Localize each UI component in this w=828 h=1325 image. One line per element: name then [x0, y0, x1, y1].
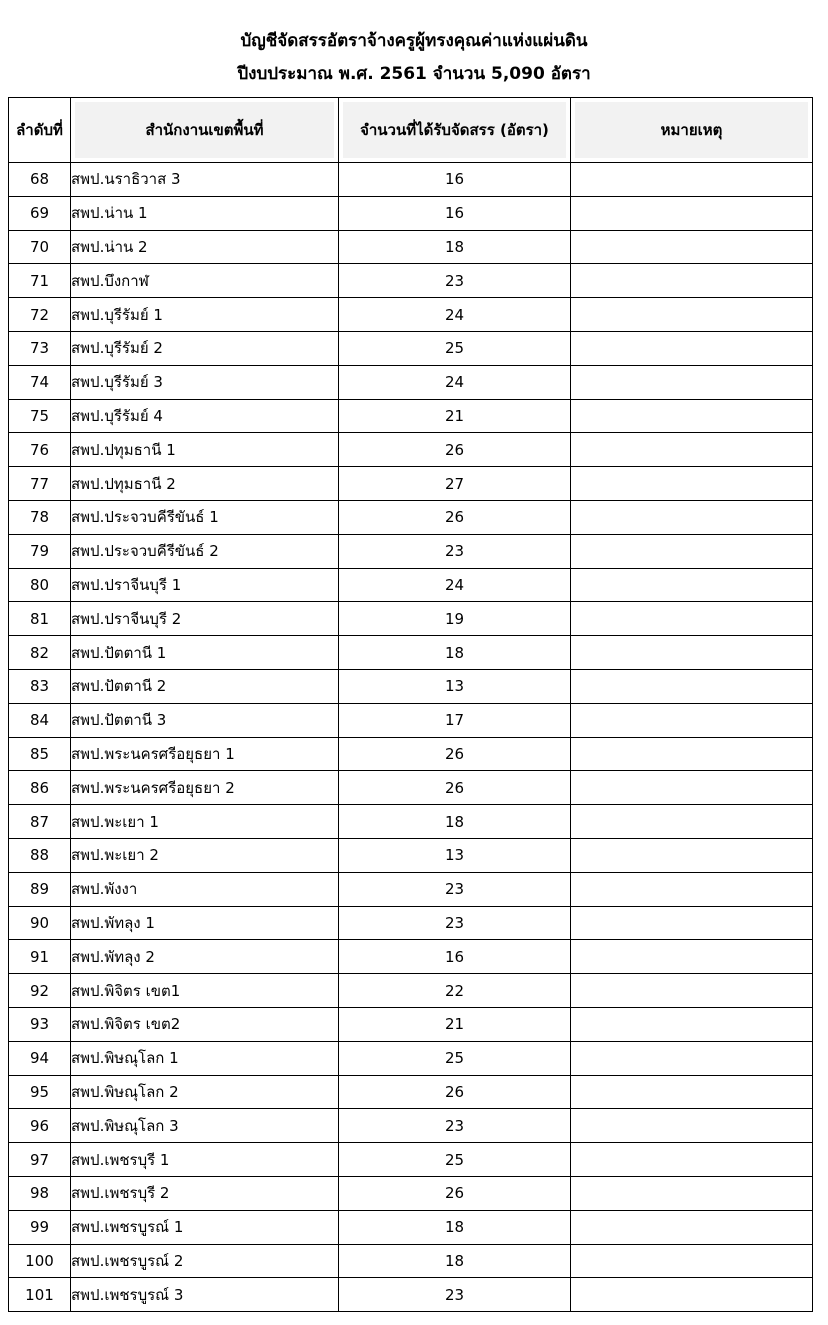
allocated-count: 26 — [339, 500, 571, 534]
row-number: 71 — [9, 264, 71, 298]
office-name: สพป.เพชรบุรี 2 — [71, 1176, 339, 1210]
allocated-count: 26 — [339, 737, 571, 771]
remark — [571, 1007, 813, 1041]
table-row — [9, 737, 813, 771]
remark — [571, 365, 813, 399]
remark — [571, 805, 813, 839]
remark — [571, 669, 813, 703]
row-number: 73 — [9, 331, 71, 365]
document-subtitle: ปีงบประมาณ พ.ศ. 2561 จำนวน 5,090 อัตรา — [237, 64, 591, 84]
table-row — [9, 230, 813, 264]
allocated-count: 16 — [339, 196, 571, 230]
allocated-count: 27 — [339, 467, 571, 501]
table-row — [9, 1109, 813, 1143]
allocated-count: 23 — [339, 872, 571, 906]
remark — [571, 264, 813, 298]
office-name: สพป.พิษณุโลก 1 — [71, 1041, 339, 1075]
office-name: สพป.บุรีรัมย์ 3 — [71, 365, 339, 399]
office-name: สพป.ปัตตานี 2 — [71, 669, 339, 703]
remark — [571, 331, 813, 365]
office-name: สพป.พิษณุโลก 2 — [71, 1075, 339, 1109]
remark — [571, 940, 813, 974]
row-number: 88 — [9, 838, 71, 872]
table-row — [9, 467, 813, 501]
row-number: 84 — [9, 703, 71, 737]
office-name: สพป.พระนครศรีอยุธยา 1 — [71, 737, 339, 771]
table-row — [9, 298, 813, 332]
row-number: 77 — [9, 467, 71, 501]
allocated-count: 16 — [339, 163, 571, 197]
remark — [571, 433, 813, 467]
remark — [571, 1041, 813, 1075]
office-name: สพป.พะเยา 2 — [71, 838, 339, 872]
office-name: สพป.นราธิวาส 3 — [71, 163, 339, 197]
row-number: 100 — [9, 1244, 71, 1278]
remark — [571, 298, 813, 332]
row-number: 89 — [9, 872, 71, 906]
allocation-table — [8, 97, 813, 1312]
table-row — [9, 602, 813, 636]
office-name: สพป.เพชรบูรณ์ 1 — [71, 1210, 339, 1244]
allocated-count: 26 — [339, 433, 571, 467]
allocated-count: 24 — [339, 298, 571, 332]
row-number: 90 — [9, 906, 71, 940]
allocated-count: 23 — [339, 534, 571, 568]
remark — [571, 1075, 813, 1109]
office-name: สพป.บึงกาฬ — [71, 264, 339, 298]
table-row — [9, 433, 813, 467]
remark — [571, 500, 813, 534]
office-name: สพป.ปทุมธานี 1 — [71, 433, 339, 467]
allocated-count: 25 — [339, 1143, 571, 1177]
allocated-count: 24 — [339, 568, 571, 602]
allocated-count: 19 — [339, 602, 571, 636]
remark — [571, 467, 813, 501]
table-row — [9, 163, 813, 197]
office-name: สพป.พิษณุโลก 3 — [71, 1109, 339, 1143]
table-row — [9, 974, 813, 1008]
row-number: 82 — [9, 636, 71, 670]
office-name: สพป.เพชรบูรณ์ 3 — [71, 1278, 339, 1312]
allocated-count: 16 — [339, 940, 571, 974]
row-number: 69 — [9, 196, 71, 230]
allocated-count: 23 — [339, 906, 571, 940]
row-number: 97 — [9, 1143, 71, 1177]
remark — [571, 636, 813, 670]
table-row — [9, 1278, 813, 1312]
office-name: สพป.บุรีรัมย์ 2 — [71, 331, 339, 365]
row-number: 98 — [9, 1176, 71, 1210]
table-row — [9, 940, 813, 974]
row-number: 80 — [9, 568, 71, 602]
row-number: 91 — [9, 940, 71, 974]
remark — [571, 602, 813, 636]
office-name: สพป.พิจิตร เขต1 — [71, 974, 339, 1008]
office-name: สพป.ประจวบคีรีขันธ์ 1 — [71, 500, 339, 534]
table-row — [9, 771, 813, 805]
remark — [571, 1244, 813, 1278]
remark — [571, 196, 813, 230]
row-number: 81 — [9, 602, 71, 636]
allocated-count: 18 — [339, 230, 571, 264]
row-number: 86 — [9, 771, 71, 805]
allocated-count: 25 — [339, 331, 571, 365]
table-row — [9, 1176, 813, 1210]
office-name: สพป.ปัตตานี 1 — [71, 636, 339, 670]
document-title: บัญชีจัดสรรอัตราจ้างครูผู้ทรงคุณค่าแห่งแผ่นดิน — [240, 31, 588, 51]
allocated-count: 26 — [339, 1176, 571, 1210]
office-name: สพป.ปทุมธานี 2 — [71, 467, 339, 501]
row-number: 76 — [9, 433, 71, 467]
office-name: สพป.พิจิตร เขต2 — [71, 1007, 339, 1041]
office-name: สพป.ปัตตานี 3 — [71, 703, 339, 737]
row-number: 68 — [9, 163, 71, 197]
office-name: สพป.น่าน 2 — [71, 230, 339, 264]
remark — [571, 1143, 813, 1177]
office-name: สพป.พะเยา 1 — [71, 805, 339, 839]
office-name: สพป.บุรีรัมย์ 1 — [71, 298, 339, 332]
remark — [571, 771, 813, 805]
office-name: สพป.ประจวบคีรีขันธ์ 2 — [71, 534, 339, 568]
row-number: 78 — [9, 500, 71, 534]
row-number: 95 — [9, 1075, 71, 1109]
table-row — [9, 1041, 813, 1075]
header-note: หมายเหตุ — [571, 98, 813, 163]
row-number: 92 — [9, 974, 71, 1008]
table-row — [9, 636, 813, 670]
table-row — [9, 399, 813, 433]
allocated-count: 17 — [339, 703, 571, 737]
header-office: สำนักงานเขตพื้นที่ — [71, 98, 339, 163]
row-number: 72 — [9, 298, 71, 332]
row-number: 70 — [9, 230, 71, 264]
allocated-count: 13 — [339, 838, 571, 872]
table-row — [9, 196, 813, 230]
row-number: 94 — [9, 1041, 71, 1075]
office-name: สพป.ปราจีนบุรี 2 — [71, 602, 339, 636]
row-number: 87 — [9, 805, 71, 839]
office-name: สพป.พังงา — [71, 872, 339, 906]
row-number: 99 — [9, 1210, 71, 1244]
allocated-count: 24 — [339, 365, 571, 399]
allocated-count: 13 — [339, 669, 571, 703]
table-header-row — [9, 98, 813, 163]
table-row — [9, 1143, 813, 1177]
allocated-count: 18 — [339, 1244, 571, 1278]
remark — [571, 906, 813, 940]
remark — [571, 737, 813, 771]
table-row — [9, 365, 813, 399]
table-row — [9, 264, 813, 298]
header-no: ลำดับที่ — [9, 98, 71, 163]
remark — [571, 568, 813, 602]
allocated-count: 23 — [339, 1109, 571, 1143]
office-name: สพป.บุรีรัมย์ 4 — [71, 399, 339, 433]
table-row — [9, 568, 813, 602]
allocated-count: 21 — [339, 1007, 571, 1041]
table-row — [9, 805, 813, 839]
remark — [571, 1176, 813, 1210]
row-number: 85 — [9, 737, 71, 771]
row-number: 75 — [9, 399, 71, 433]
table-row — [9, 1007, 813, 1041]
office-name: สพป.เพชรบุรี 1 — [71, 1143, 339, 1177]
table-row — [9, 703, 813, 737]
allocated-count: 25 — [339, 1041, 571, 1075]
allocated-count: 26 — [339, 1075, 571, 1109]
row-number: 96 — [9, 1109, 71, 1143]
allocated-count: 18 — [339, 1210, 571, 1244]
remark — [571, 1109, 813, 1143]
office-name: สพป.พัทลุง 2 — [71, 940, 339, 974]
allocated-count: 23 — [339, 264, 571, 298]
remark — [571, 974, 813, 1008]
table-row — [9, 331, 813, 365]
table-row — [9, 500, 813, 534]
table-row — [9, 838, 813, 872]
row-number: 83 — [9, 669, 71, 703]
office-name: สพป.เพชรบูรณ์ 2 — [71, 1244, 339, 1278]
table-row — [9, 669, 813, 703]
table-row — [9, 906, 813, 940]
remark — [571, 399, 813, 433]
remark — [571, 838, 813, 872]
row-number: 93 — [9, 1007, 71, 1041]
table-row — [9, 1075, 813, 1109]
remark — [571, 1210, 813, 1244]
header-count: จำนวนที่ได้รับจัดสรร (อัตรา) — [339, 98, 571, 163]
table-row — [9, 872, 813, 906]
allocated-count: 18 — [339, 636, 571, 670]
table-row — [9, 534, 813, 568]
remark — [571, 1278, 813, 1312]
allocated-count: 21 — [339, 399, 571, 433]
allocated-count: 18 — [339, 805, 571, 839]
table-row — [9, 1210, 813, 1244]
table-body — [9, 163, 813, 1312]
row-number: 79 — [9, 534, 71, 568]
remark — [571, 703, 813, 737]
office-name: สพป.น่าน 1 — [71, 196, 339, 230]
office-name: สพป.ปราจีนบุรี 1 — [71, 568, 339, 602]
remark — [571, 230, 813, 264]
office-name: สพป.พัทลุง 1 — [71, 906, 339, 940]
remark — [571, 534, 813, 568]
remark — [571, 872, 813, 906]
allocated-count: 22 — [339, 974, 571, 1008]
table-row — [9, 1244, 813, 1278]
office-name: สพป.พระนครศรีอยุธยา 2 — [71, 771, 339, 805]
row-number: 74 — [9, 365, 71, 399]
allocated-count: 26 — [339, 771, 571, 805]
allocated-count: 23 — [339, 1278, 571, 1312]
row-number: 101 — [9, 1278, 71, 1312]
remark — [571, 163, 813, 197]
